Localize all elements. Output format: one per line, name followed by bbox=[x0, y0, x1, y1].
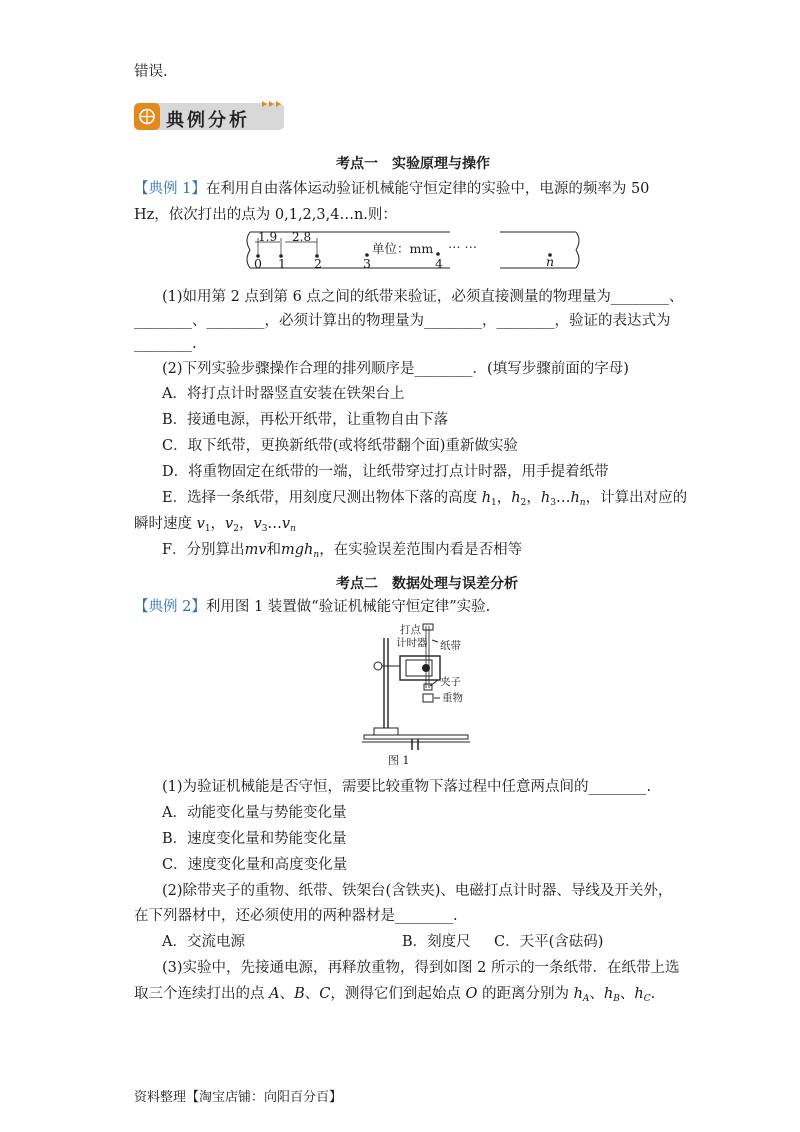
tape-label-n: n bbox=[546, 254, 555, 269]
example-2-text: 利用图 1 装置做“验证机械能守恒定律”实验. bbox=[205, 599, 491, 615]
example-1-tag: 【典例 1】 bbox=[134, 181, 206, 197]
tape-label-1: 1 bbox=[278, 256, 286, 271]
example-2-line-1 bbox=[134, 597, 490, 617]
section-banner bbox=[134, 100, 286, 132]
tape-ellipsis: … … bbox=[448, 236, 477, 251]
step-b: B．接通电源，再松开纸带，让重物自由下落 bbox=[162, 412, 449, 428]
example-1-line-1 bbox=[134, 179, 649, 199]
step-f-text: F．分别算出 bbox=[162, 542, 245, 558]
ex2-q2-line-2: 在下列器材中，还必须使用的两种器材是________. bbox=[134, 908, 458, 924]
section-title-2: 考点二 数据处理与误差分析 bbox=[336, 576, 518, 592]
step-e-text-end: ，计算出对应的 bbox=[585, 490, 688, 506]
apparatus-figure bbox=[356, 618, 476, 770]
ex2-q3-text-c: 的距离分别为 bbox=[477, 986, 574, 1002]
figure-label-timer-2: 计时器 bbox=[396, 637, 428, 649]
figure-label-weight: 重物 bbox=[442, 692, 463, 704]
figure-label-timer-1: 打点 bbox=[400, 624, 421, 636]
q2-line: (2)下列实验步骤操作合理的排列顺序是________．(填写步骤前面的字母) bbox=[162, 361, 629, 377]
ex2-q2-b: B．刻度尺 bbox=[402, 934, 471, 950]
ex2-q3-text-b: ，测得它们到起始点 bbox=[330, 986, 466, 1002]
example-2-tag: 【典例 2】 bbox=[134, 599, 206, 615]
tape-distance-1: 1.9 bbox=[258, 230, 278, 244]
step-e-line-2: 瞬时速度 $v_1$，$v_2$，$v_3\dots v_n$ bbox=[134, 516, 296, 534]
tape-label-3: 3 bbox=[363, 256, 371, 271]
step-e-line-1: E．选择一条纸带，用刻度尺测出物体下落的高度 $h_1$，$h_2$，$h_3\dots h_n$，计算出对应的 bbox=[162, 490, 688, 508]
tape-distance-2: 2.8 bbox=[292, 230, 312, 244]
tape-label-2: 2 bbox=[314, 256, 322, 271]
ex2-q2-a: A．交流电源 bbox=[162, 934, 245, 950]
step-a: A．将打点计时器竖直安装在铁架台上 bbox=[162, 386, 405, 402]
step-f-end: ，在实验误差范围内看是否相等 bbox=[319, 542, 523, 558]
tape-unit: 单位：mm bbox=[372, 241, 434, 256]
q1-line-1: (1)如用第 2 点到第 6 点之间的纸带来验证，必须直接测量的物理量为________、 bbox=[162, 289, 684, 305]
banner-title: 典例分析 bbox=[166, 110, 250, 131]
step-f-and: 和 bbox=[266, 542, 282, 558]
ex2-q3-line-2: 取三个连续打出的点 A、B、C，测得它们到起始点 O 的距离分别为 $h_A$、$h_B$、$h_C$. bbox=[134, 986, 656, 1004]
leftover-text: 错误. bbox=[134, 64, 168, 80]
section-title-1: 考点一 实验原理与操作 bbox=[336, 156, 490, 172]
step-d: D．将重物固定在纸带的一端，让纸带穿过打点计时器，用手提着纸带 bbox=[162, 464, 609, 480]
figure-caption: 图 1 bbox=[388, 754, 410, 767]
ex2-q2-line-1: (2)除带夹子的重物、纸带、铁架台(含铁夹)、电磁打点计时器、导线及开关外， bbox=[162, 883, 673, 899]
ex2-q1: (1)为验证机械能是否守恒，需要比较重物下落过程中任意两点间的________. bbox=[162, 779, 652, 795]
example-1-line-2: Hz，依次打出的点为 0,1,2,3,4…n.则： bbox=[134, 207, 397, 223]
q1-line-3: ________. bbox=[134, 336, 197, 352]
step-f: F．分别算出mv和mgh$_n$，在实验误差范围内看是否相等 bbox=[162, 542, 523, 560]
ex2-q3-line-1: (3)实验中，先接通电源，再释放重物，得到如图 2 所示的一条纸带．在纸带上选 bbox=[162, 960, 680, 976]
step-c: C．取下纸带，更换新纸带(或将纸带翻个面)重新做实验 bbox=[162, 438, 518, 454]
ex2-q1-b: B．速度变化量和势能变化量 bbox=[162, 831, 347, 847]
paper-tape-figure bbox=[240, 228, 580, 274]
footer-text: 资料整理【淘宝店铺：向阳百分百】 bbox=[134, 1090, 343, 1105]
ex2-q3-text-a: 取三个连续打出的点 bbox=[134, 986, 270, 1002]
tape-label-4: 4 bbox=[435, 256, 443, 271]
figure-label-tape: 纸带 bbox=[440, 640, 461, 652]
ex2-q1-a: A．动能变化量与势能变化量 bbox=[162, 805, 347, 821]
figure-label-clip: 夹子 bbox=[440, 676, 461, 688]
ex2-q2-c: C．天平(含砝码) bbox=[494, 934, 604, 950]
q1-line-2: ________、________，必须计算出的物理量为________，________，验证的表达式为 bbox=[134, 313, 671, 329]
tape-label-0: 0 bbox=[254, 256, 262, 271]
step-e-speed-text: 瞬时速度 bbox=[134, 516, 197, 532]
ex2-q1-c: C．速度变化量和高度变化量 bbox=[162, 857, 348, 873]
step-e-text: E．选择一条纸带，用刻度尺测出物体下落的高度 bbox=[162, 490, 482, 506]
example-1-text: 在利用自由落体运动验证机械能守恒定律的实验中，电源的频率为 50 bbox=[205, 181, 650, 197]
